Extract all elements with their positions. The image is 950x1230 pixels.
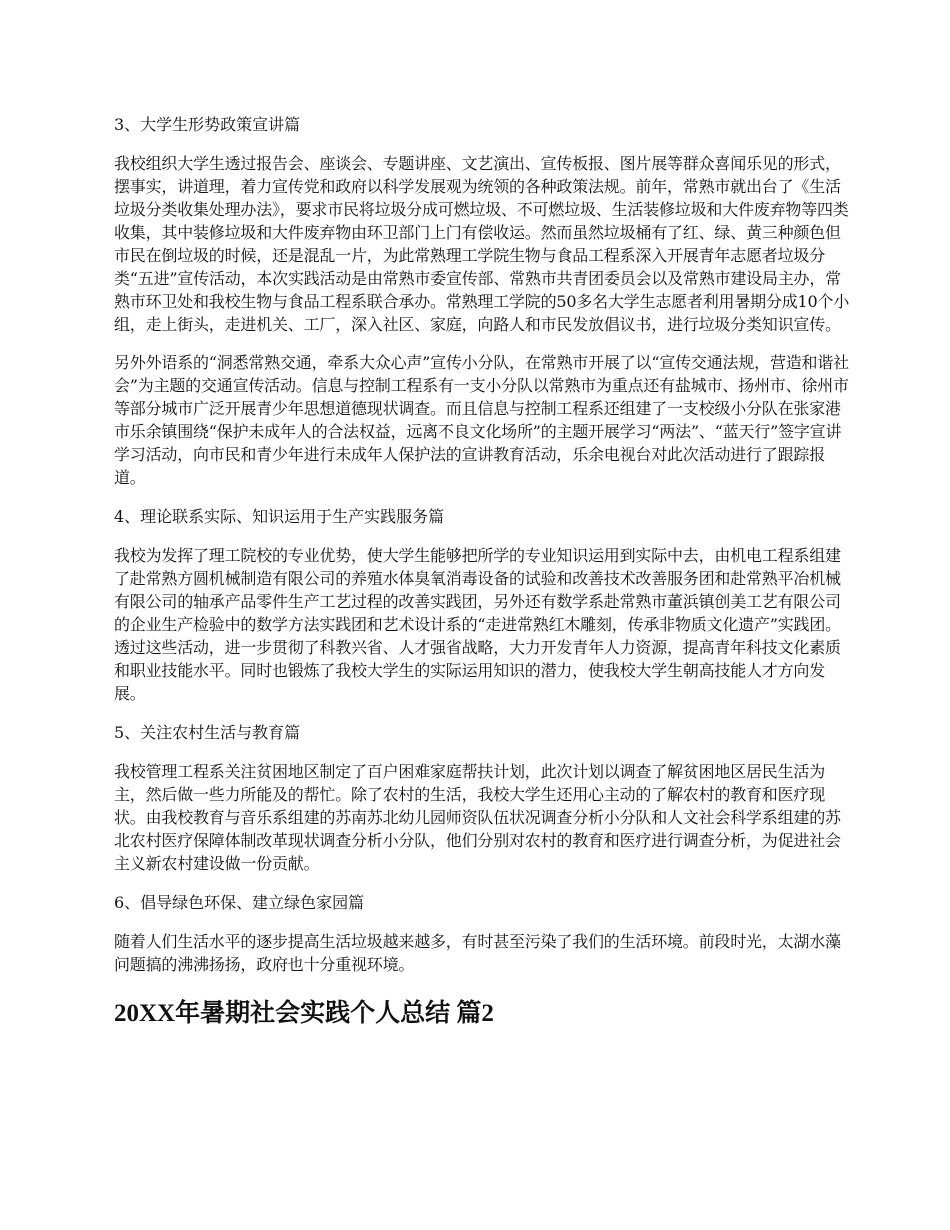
section-4 — [114, 504, 854, 705]
section-5 — [114, 720, 854, 875]
paragraph: 随着人们生活水平的逐步提高生活垃圾越来越多，有时甚至污染了我们的生活环境。前段时光，太湖水藻问题搞的沸沸扬扬，政府也十分重视环境。 — [114, 932, 841, 974]
paragraph: 我校组织大学生透过报告会、座谈会、专题讲座、文艺演出、宣传板报、图片展等群众喜闻乐见的形式，摆事实，讲道理，着力宣传党和政府以科学发展观为统领的各种政策法规。前年，常熟市就出台了《生活垃圾分类收集处理办法》，要求市民将垃圾分成可燃垃圾、不可燃垃圾、生活装修垃圾和大件废弃物等四类收集，其中装修垃圾和大件废弃物由环卫部门上门有偿收运。然而虽然垃圾桶有了红、绿、黄三种颜色但市民在倒垃圾的时候，还是混乱一片，为此常熟理工学院生物与食品工程系深入开展青年志愿者垃圾分类“五进”宣传活动，本次实践活动是由常熟市委宣传部、常熟市共青团委员会以及常熟市建设局主办，常熟市环卫处和我校生物与食品工程系联合承办。常熟理工学院的50多名大学生志愿者利用暑期分成10个小组，走上街头，走进机关、工厂，深入社区、家庭，向路人和市民发放倡议书，进行垃圾分类知识宣传。 — [114, 154, 850, 334]
section-heading: 5、关注农村生活与教育篇 — [114, 723, 301, 742]
section-heading: 3、大学生形势政策宣讲篇 — [114, 115, 301, 134]
section-6 — [114, 890, 854, 976]
document-title: 20XX年暑期社会实践个人总结 篇2 — [114, 1000, 494, 1027]
paragraph: 另外外语系的“洞悉常熟交通，牵系大众心声”宣传小分队，在常熟市开展了以“宣传交通法规，营造和谐社会”为主题的交通宣传活动。信息与控制工程系有一支小分队以常熟市为重点还有盐城市、扬州市、徐州市等部分城市广泛开展青少年思想道德现状调查。而且信息与控制工程系还组建了一支校级小分队在张家港市乐余镇围绕“保护未成年人的合法权益，远离不良文化场所”的主题开展学习“两法”、“蓝天行”签字宣讲学习活动，向市民和青少年进行未成年人保护法的宣讲教育活动，乐余电视台对此次活动进行了跟踪报道。 — [114, 353, 849, 487]
paragraph: 我校管理工程系关注贫困地区制定了百户困难家庭帮扶计划，此次计划以调查了解贫困地区居民生活为主，然后做一些力所能及的帮忙。除了农村的生活，我校大学生还用心主动的了解农村的教育和医疗现状。由我校教育与音乐系组建的苏南苏北幼儿园师资队伍状况调查分析小分队和人文社会科学系组建的苏北农村医疗保障体制改革现状调查分析小分队，他们分别对农村的教育和医疗进行调查分析，为促进社会主义新农村建设做一份贡献。 — [114, 762, 841, 873]
document-page — [114, 112, 854, 1030]
section-3 — [114, 112, 854, 489]
section-heading: 4、理论联系实际、知识运用于生产实践服务篇 — [114, 507, 445, 526]
paragraph: 我校为发挥了理工院校的专业优势，使大学生能够把所学的专业知识运用到实际中去，由机电工程系组建了赴常熟方圆机械制造有限公司的养殖水体臭氧消毒设备的试验和改善技术改善服务团和赴常熟平冶机械有限公司的轴承产品零件生产工艺过程的改善实践团，另外还有数学系赴常熟市董浜镇创美工艺有限公司的企业生产检验中的数学方法实践团和艺术设计系的“走进常熟红木雕刻，传承非物质文化遗产”实践团。透过这些活动，进一步贯彻了科教兴省、人才强省战略，大力开发青年人力资源，提高青年科技文化素质和职业技能水平。同时也锻炼了我校大学生的实际运用知识的潜力，使我校大学生朝高技能人才方向发展。 — [114, 546, 841, 703]
section-heading: 6、倡导绿色环保、建立绿色家园篇 — [114, 893, 365, 912]
